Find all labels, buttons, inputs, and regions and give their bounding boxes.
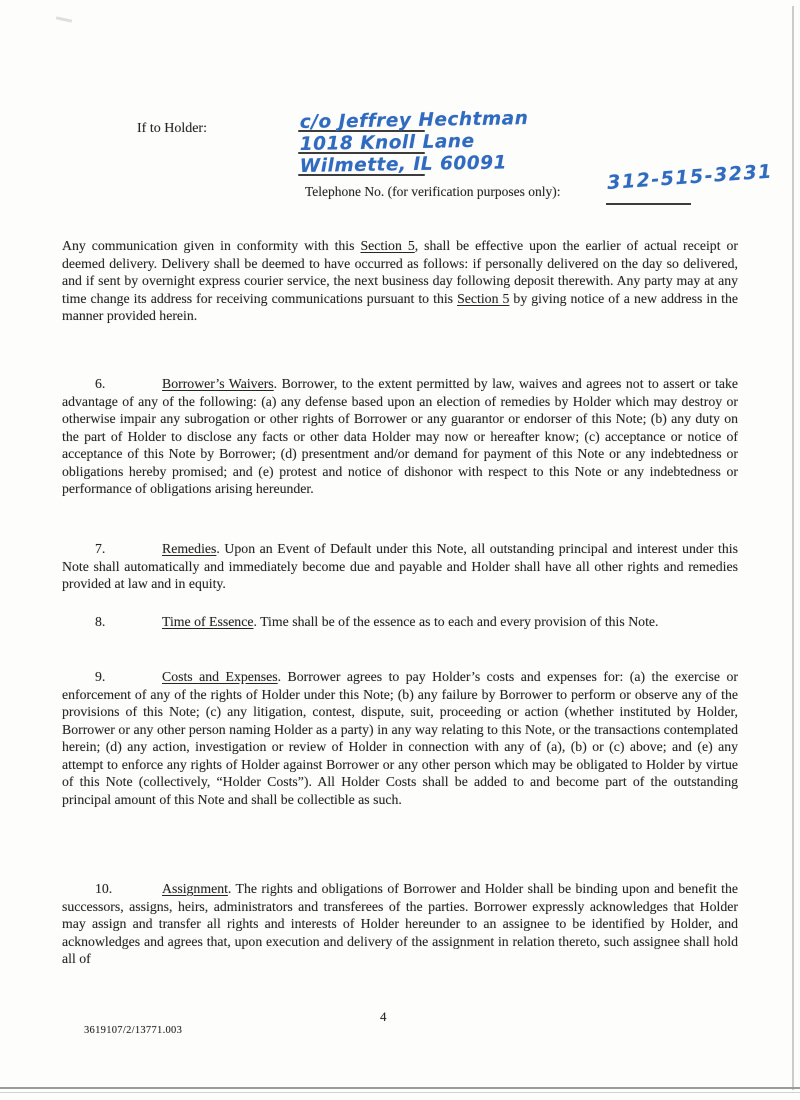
section-9-body: . Borrower agrees to pay Holder’s costs and expenses for: (a) the exercise or enforcement of any of the rights of Holder under this Note; (b) any failure by Borrower to perform or observe any of the provisions of this Note; (c) any litigation, contest, dispute, suit, proceeding or action (whether instituted by Holder, Borrower or any other person naming Holder as a party) in any way relating to this Note, or the transactions contemplated herein; (d) any action, investigation or review of Holder in connection with any of (a), (b) or (c) above; and (e) any attempt to enforce any rights of Holder against Borrower or any other person which may be obligated to Holder by virtue of this Note (collectively, “Holder Costs”). All Holder Costs shall be added to and become part of the outstanding principal amount of this Note and shall be collectible as such. <box>62 669 738 807</box>
handwritten-address-city: Wilmette, IL 60091 <box>299 152 508 177</box>
address-line-1 <box>298 108 529 133</box>
holder-address-block <box>298 108 529 177</box>
section-6-number: 6. <box>95 376 106 391</box>
section-9-costs-and-expenses <box>62 668 738 808</box>
telephone-blank-underline <box>606 203 691 205</box>
handwritten-address-street: 1018 Knoll Lane <box>299 130 475 155</box>
section-7-number: 7. <box>95 541 106 556</box>
paragraph-notices <box>62 237 738 325</box>
section-7-body: . Upon an Event of Default under this Note, all outstanding principal and interest under this Note shall automatically and immediately become due and payable and Holder shall have all other rights and remedies provided at law and in equity. <box>62 541 738 592</box>
telephone-label: Telephone No. (for verification purposes only): <box>305 184 561 199</box>
document-reference-number: 3619107/2/13771.003 <box>84 1025 183 1036</box>
section-6-borrowers-waivers <box>62 375 738 498</box>
section-7-title: Remedies <box>162 541 217 556</box>
handwritten-telephone-number: 312-515-3231 <box>606 160 774 194</box>
section-8-body: . Time shall be of the essence as to each and every provision of this Note. <box>253 614 659 629</box>
handwritten-address-name: c/o Jeffrey Hechtman <box>299 108 529 133</box>
if-to-holder-label: If to Holder: <box>137 121 207 136</box>
paragraph-notices-text: Any communication given in conformity with this <box>62 238 361 253</box>
scan-edge-right <box>792 6 794 1090</box>
section-10-body: . The rights and obligations of Borrower and Holder shall be binding upon and benefit the successors, assigns, heirs, administrators and transferees of the parties. Borrower expressly acknowledges that Holder may assign and transfer all rights and interests of Holder hereunder to an assignee to be identified by Holder, and acknowledges and agrees that, upon execution and delivery of the assignment in relation thereto, such assignee shall hold all of <box>62 881 738 967</box>
section-8-title: Time of Essence <box>162 614 254 629</box>
section-5-reference-2: Section 5 <box>457 290 510 306</box>
address-line-2 <box>298 130 475 155</box>
section-10-assignment <box>62 880 738 968</box>
paragraph-notices-text-end: by giving notice of a new address in the manner provided herein. <box>62 290 738 324</box>
section-6-body: . Borrower, to the extent permitted by law, waives and agrees not to assert or take advantage of any of the following: (a) any defense based upon an election of remedies by Holder which may destroy or otherwise impair any subrogation or other rights of Borrower or any guarantor or endorser of this Note; (b) any duty on the part of Holder to disclose any facts or other data Holder may now or hereafter know; (c) acceptance or notice of acceptance of this Note by Borrower; (d) presentment and/or demand for payment of this Note or any indebtedness or obligations hereby promised; and (e) protest and notice of dishonor with respect to this Note or any indebtedness or performance of obligations arising hereunder. <box>62 376 738 497</box>
section-8-number: 8. <box>95 614 106 629</box>
section-5-reference-1: Section 5 <box>360 238 415 253</box>
address-line-3 <box>298 152 508 177</box>
section-7-remedies <box>62 540 738 593</box>
section-10-number: 10. <box>95 881 113 896</box>
page-number: 4 <box>380 1009 387 1024</box>
section-6-title: Borrower’s Waivers <box>162 376 274 391</box>
section-9-number: 9. <box>95 669 106 684</box>
section-9-title: Costs and Expenses <box>162 669 278 684</box>
scan-edge-bottom-faint <box>0 1092 800 1093</box>
section-8-time-of-essence <box>62 613 738 631</box>
section-10-title: Assignment <box>162 881 228 896</box>
scan-smudge <box>56 16 72 22</box>
scan-edge-bottom <box>0 1087 800 1089</box>
paragraph-notices-text-mid: , shall be effective upon the earlier of actual receipt or deemed delivery. Delivery shall be deemed to have occurred as follows: if personally delivered on the day so delivered, and if sent by overnight express courier service, the next business day following deposit therewith. Any party may at any time change its address for receiving communications pursuant to this <box>62 238 738 306</box>
